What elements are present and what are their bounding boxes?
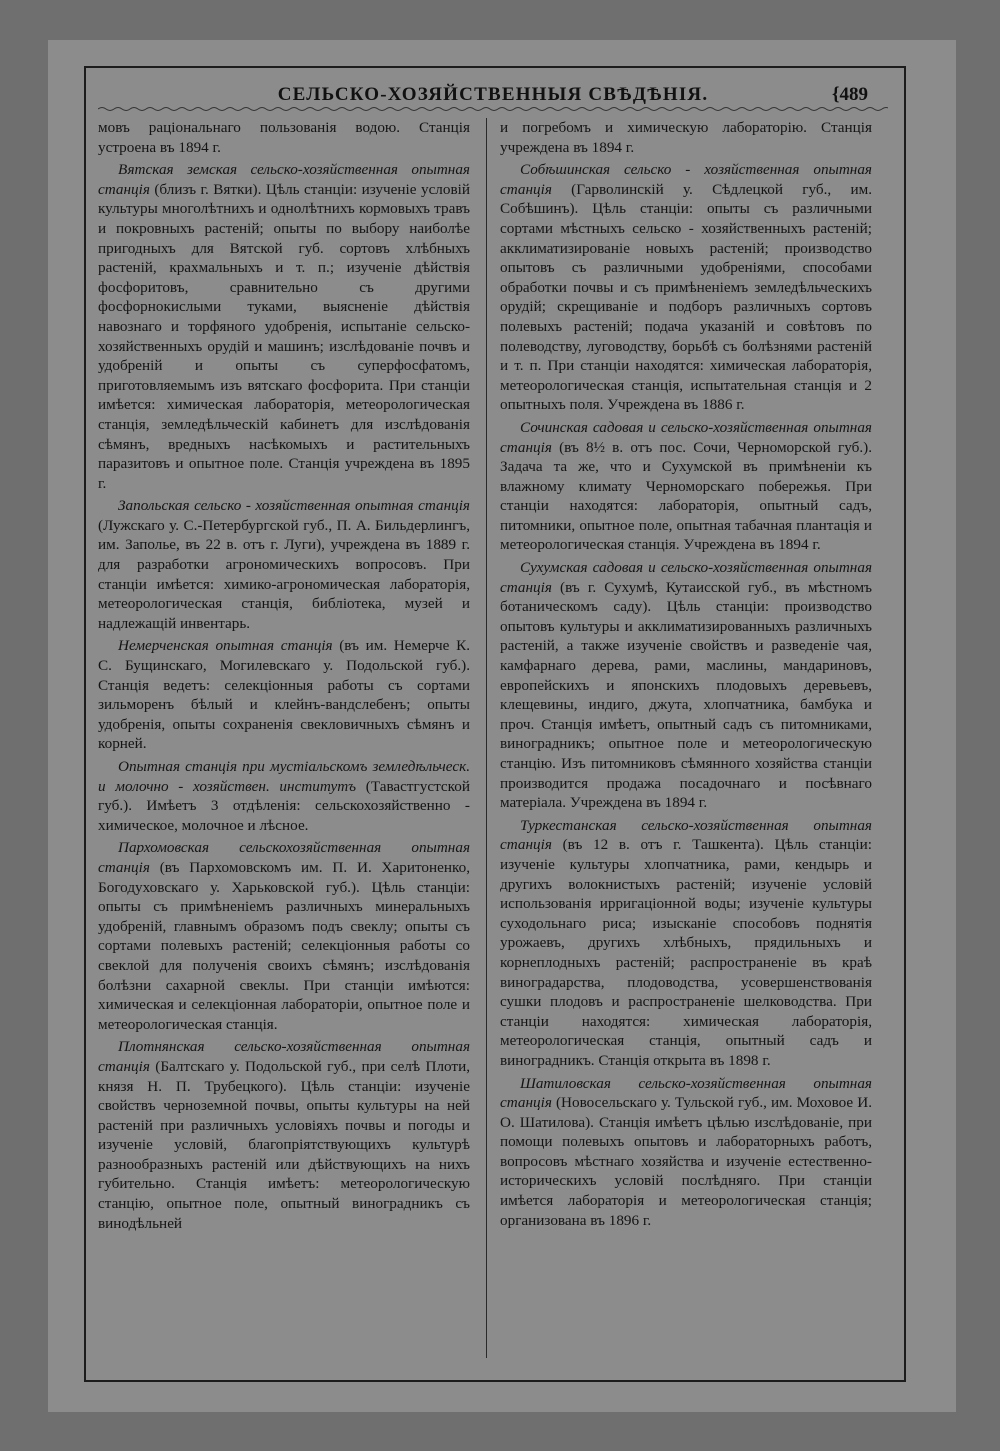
entry-body: (Новосельскаго у. Тульской губ., им. Моховое И. О. Шатилова). Станція имѣетъ цѣлью изслѣдованіе, при помощи полевыхъ опытовъ и лабораторныхъ работъ, вопросовъ мѣстнаго хозяйства и изученіе естественно-историческихъ условій послѣдняго. При станціи имѣется лабораторія и метеорологическая станція; организована въ 1896 г. [500, 1094, 872, 1229]
entry-title: Пархомовская сельскохозяйственная опытная станція [98, 839, 470, 876]
entry-body: (въ им. Немерче К. С. Бущинскаго, Могилевскаго у. Подольской губ.). Станція ведетъ: селекціонныя работы съ сортами зильморенъ бѣлый и клейнъ-вандслебенъ; опыты удобренія, опыты сохраненія свекловичныхъ сѣмянъ и корней. [98, 637, 470, 753]
entry-body: (въ 12 в. отъ г. Ташкента). Цѣль станціи: изученіе культуры хлопчатника, рами, кендырь и другихъ волокнистыхъ растеній; изученіе условій использованія ирригаціонной воды; изученіе культуры суходольнаго риса; изысканіе способовъ поднятія урожаевъ, другихъ хлѣбныхъ, прядильныхъ и корнеплодныхъ растеній; распространеніе въ краѣ виноградарства, плодоводства, усовершенствованія сушки плодовъ и распространеніе шелководства. При станціи находятся: химическая лабораторія, метеорологическая станція, опытный садъ и виноградникъ. Станція открыта въ 1898 г. [500, 836, 872, 1069]
entry-body: (близъ г. Вятки). Цѣль станціи: изученіе условій культуры многолѣтнихъ и однолѣтнихъ кормовыхъ травъ и покровныхъ растеній; опыты по выбору наиболѣе пригодныхъ для Вятской губ. сортовъ хлѣбныхъ растеній, крахмальныхъ и т. п.; изученіе дѣйствія фосфоритовъ, сравнительно съ другими фосфорнокислыми туками, выясненіе дѣйствія навознаго и торфяного удобренія, испытаніе сельско-хозяйственныхъ орудій и машинъ; изслѣдованіе почвъ и удобреній и опыты съ суперфосфатомъ, приготовляемымъ изъ вятскаго фосфорита. При станціи имѣется: химическая лабораторія, метеорологическая станція, земледѣльческій кабинетъ для изслѣдованія сѣмянъ, вредныхъ насѣкомыхъ и растительныхъ паразитовъ и опытное поле. Станція учреждена въ 1895 г. [98, 180, 470, 492]
entry-body: (въ 8½ в. отъ пос. Сочи, Черноморской губ.). Задача та же, что и Сухумской въ примѣненіи къ влажному климату Черноморскаго побережья. При станціи находятся: лабораторія, опытный садъ, питомники, опытное поле, опытная табачная плантація и метеорологическая станція. Учреждена въ 1894 г. [500, 438, 872, 554]
entry-body: (Балтскаго у. Подольской губ., при селѣ Плоти, князя Н. П. Трубецкого). Цѣль станціи: изученіе свойствъ черноземной почвы, опыты культуры на ней растеній при различныхъ условіяхъ почвы и погоды и изученіе условій, благопріятствующихъ культурѣ разнообразныхъ растеній или дѣйствующихъ на нихъ губительно. Станція имѣетъ: метеорологическую станцію, опытное поле, опытный виноградникъ съ винодѣльней [98, 1057, 470, 1232]
entry-parkhomovskaya [98, 838, 470, 1034]
entry-vyatka [98, 160, 470, 493]
entry-title: Собѣшинская сельско - хозяйственная опытная станція [500, 161, 872, 198]
entry-title: Вятская земская сельско-хозяйственная опытная станція [98, 161, 470, 198]
column-divider [486, 118, 487, 1358]
entry-title: Сочинская садовая и сельско-хозяйственная опытная станція [500, 418, 872, 456]
entry-continuation: мовъ раціональнаго пользованія водою. Станція устроена въ 1894 г. [98, 119, 470, 156]
entry-zapolskaya [98, 496, 470, 633]
entry-plotnyanskaya [98, 1037, 470, 1233]
entry-title: Туркестанская сельско-хозяйственная опытная станція [500, 816, 872, 854]
entry-body: (Лужскаго у. С.-Петербургской губ., П. А. Бильдерлингъ, им. Заполье, въ 22 в. отъ г. Луги), учреждена въ 1889 г. для разработки агрономическихъ вопросовъ. При станціи имѣется: химико-агрономическая лабораторія, метеорологическая станція, библіотека, музей и надлежащій инвентарь. [98, 516, 470, 632]
entry-nemerchenskaya [98, 636, 470, 754]
entry-body: (въ г. Сухумѣ, Кутаисской губ., въ мѣстномъ ботаническомъ саду). Цѣль станціи: производство опытовъ культуры и акклиматизированныхъ различныхъ растеній, а также изученіе свойствъ и разведеніе чая, камфарнаго дерева, рами, маслины, мандариновъ, европейскихъ и японскихъ плодовыхъ деревьевъ, клещевины, индиго, джута, хлопчатника, бамбука и проч. Станція имѣетъ, опытный садъ съ питомниками, виноградникъ; опытное поле и метеорологическую станцію. Изъ питомниковъ сѣмянного хозяйства станціи производится продажа посадочнаго и посѣвнаго матеріала. Учреждена въ 1894 г. [500, 578, 872, 812]
entry-title: Сухумская садовая и сельско-хозяйственная опытная станція [500, 559, 872, 596]
entry-body: (Тавастгустской губ.). Имѣетъ 3 отдѣленія: сельскохозяйственно - химическое, молочное и лѣсное. [98, 777, 471, 834]
entry-title: Опытная станція при мустіальскомъ земледѣльческ. и молочно - хозяйствен. институтъ [98, 758, 470, 795]
entry-mustiala [98, 757, 470, 835]
entry-sobeshinskaya [500, 160, 872, 415]
entry-title: Немерченская опытная станція [118, 637, 333, 655]
entry-body: (въ Пархомовскомъ им. П. И. Харитоненко, Богодуховскаго у. Харьковской губ.). Цѣль станціи: опыты съ примѣненіемъ различныхъ минеральныхъ удобреній, главнымъ образомъ подъ свеклу; опыты съ сортами полевыхъ растеній; селекціонныя работы со свеклой для полученія своихъ сѣмянъ; изслѣдованія болѣзни сахарной свеклы. При станціи имѣются: химическая и селекціонная лабораторіи, опытное поле и метеорологическая станція. [98, 858, 470, 1033]
entry-turkestanskaya [500, 816, 872, 1071]
entry-shatilovskaya [500, 1074, 872, 1231]
entry-continuation: и погребомъ и химическую лабораторію. Станція учреждена въ 1894 г. [500, 119, 872, 156]
entry-sukhumskaya [500, 558, 872, 813]
page-number: {489 [832, 84, 868, 105]
right-column [500, 118, 872, 1233]
entry-body: (Гарволинскій у. Сѣдлецкой губ., им. Собѣшинъ). Цѣль станціи: опыты съ различными сортами мѣстныхъ сельско - хозяйственныхъ растеній; акклиматизированіе новыхъ растеній; производство опытовъ съ различными удобреніями, способами обработки почвы и съ примѣненіемъ земледѣльческихъ орудій; скрещиваніе и подборъ различныхъ сортовъ полевыхъ растеній; подача указаній и совѣтовъ по полеводству, луговодству, борьбѣ съ болѣзнями растеній и т. п. При станціи находятся: химическая лабораторія, метеорологическая станція, испытательная станція и 2 опытныхъ поля. Учреждена въ 1886 г. [500, 180, 872, 414]
header-wavy-rule [98, 105, 888, 113]
entry-sochinskaya [500, 418, 872, 555]
entry-title: Шатиловская сельско-хозяйственная опытная станція [500, 1074, 872, 1112]
entry-title: Запольская сельско - хозяйственная опытная станція [118, 497, 470, 515]
left-column [98, 118, 470, 1236]
entry-title: Плотнянская сельско-хозяйственная опытная станція [98, 1038, 470, 1075]
running-title: СЕЛЬСКО-ХОЗЯЙСТВЕННЫЯ СВѢДѢНІЯ. [277, 84, 709, 105]
